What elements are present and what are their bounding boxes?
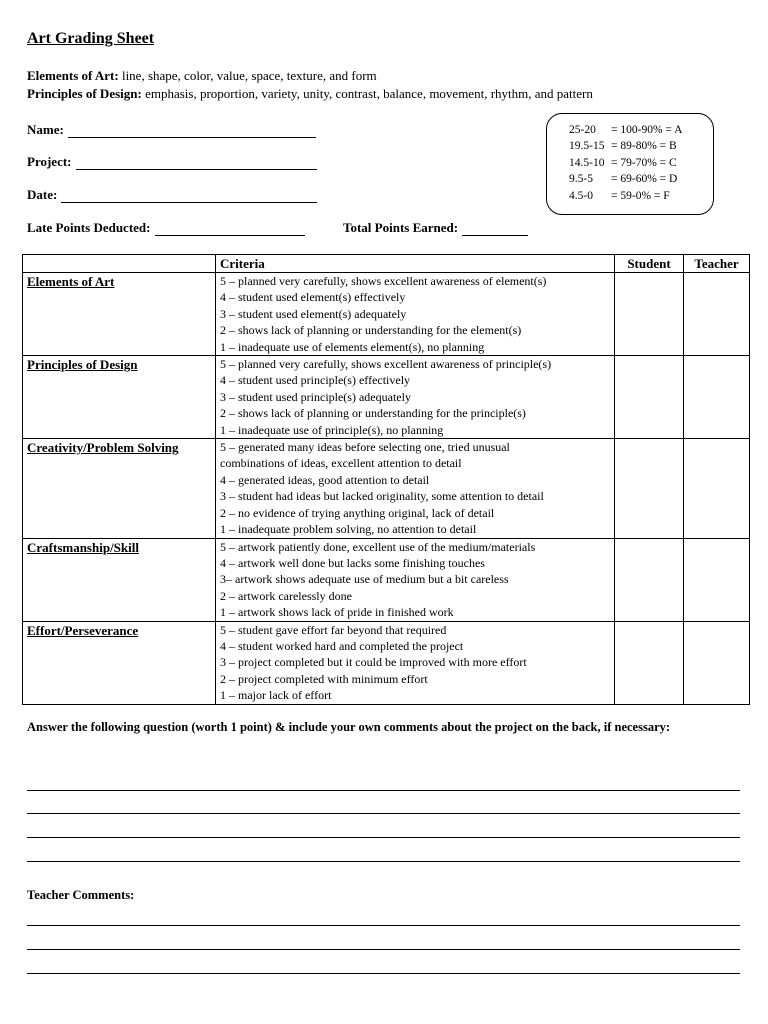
teacher-score-cell[interactable] xyxy=(684,439,750,538)
criteria-line: 2 – project completed with minimum effort xyxy=(220,671,428,686)
table-header-row xyxy=(23,255,750,273)
answer-line[interactable] xyxy=(27,790,740,791)
late-points-field xyxy=(27,220,305,236)
date-blank[interactable] xyxy=(61,189,317,203)
criteria-cell xyxy=(216,621,615,704)
table-row xyxy=(23,538,750,621)
answer-line[interactable] xyxy=(27,813,740,814)
page-title: Art Grading Sheet xyxy=(27,30,155,47)
scale-range: 25-20 xyxy=(569,124,596,136)
criteria-line: 5 – planned very carefully, shows excellent awareness of principle(s) xyxy=(220,357,552,372)
principles-of-design-line xyxy=(27,86,593,102)
criteria-line: 2 – no evidence of trying anything original, lack of detail xyxy=(220,505,495,520)
table-row xyxy=(23,621,750,704)
name-label: Name: xyxy=(27,122,64,137)
scale-row xyxy=(569,138,713,154)
comment-line[interactable] xyxy=(27,949,740,950)
answer-line[interactable] xyxy=(27,861,740,862)
criteria-line: 3 – student used principle(s) adequately xyxy=(220,389,411,404)
grading-scale-box xyxy=(546,113,714,215)
elements-of-art-line xyxy=(27,68,377,84)
principles-text: emphasis, proportion, variety, unity, contrast, balance, movement, rhythm, and pattern xyxy=(145,86,593,101)
criteria-line: 4 – student used element(s) effectively xyxy=(220,290,406,305)
date-label: Date: xyxy=(27,187,58,202)
criteria-line: 4 – student worked hard and completed the project xyxy=(220,638,464,653)
project-blank[interactable] xyxy=(76,156,317,170)
late-points-label: Late Points Deducted: xyxy=(27,220,151,235)
criteria-line: 3 – student had ideas but lacked originality, some attention to detail xyxy=(220,489,544,504)
total-points-blank[interactable] xyxy=(462,222,528,236)
criteria-line: 3 – project completed but it could be improved with more effort xyxy=(220,655,527,670)
comment-line[interactable] xyxy=(27,925,740,926)
elements-label: Elements of Art: xyxy=(27,68,119,83)
header-category xyxy=(23,255,216,273)
criteria-line: 1 – inadequate problem solving, no attention to detail xyxy=(220,522,477,537)
category-principles-of-design: Principles of Design xyxy=(23,356,216,439)
project-field xyxy=(27,154,317,170)
scale-range: 14.5-10 xyxy=(569,156,605,169)
teacher-comments-label: Teacher Comments: xyxy=(27,888,135,902)
teacher-score-cell[interactable] xyxy=(684,538,750,621)
scale-row xyxy=(569,122,713,138)
scale-grade: = 59-0% = F xyxy=(611,189,670,202)
criteria-line: 4 – artwork well done but lacks some finishing touches xyxy=(220,555,485,570)
rubric-table xyxy=(22,254,750,705)
teacher-score-cell[interactable] xyxy=(684,273,750,356)
question-prompt: Answer the following question (worth 1 point) & include your own comments about the project on the back, if necessary: xyxy=(27,720,671,734)
total-points-label: Total Points Earned: xyxy=(343,220,459,235)
scale-range: 4.5-0 xyxy=(569,189,593,202)
table-row xyxy=(23,356,750,439)
principles-label: Principles of Design: xyxy=(27,86,142,101)
name-blank[interactable] xyxy=(68,124,316,138)
scale-row xyxy=(569,188,713,204)
criteria-cell xyxy=(216,356,615,439)
student-score-cell[interactable] xyxy=(615,273,684,356)
table-row xyxy=(23,273,750,356)
student-score-cell[interactable] xyxy=(615,538,684,621)
category-elements-of-art: Elements of Art xyxy=(23,273,216,356)
scale-grade: = 89-80% = B xyxy=(611,140,677,153)
scale-row xyxy=(569,155,713,171)
criteria-line: 3 – student used element(s) adequately xyxy=(220,306,407,321)
criteria-line: 1 – artwork shows lack of pride in finished work xyxy=(220,605,454,620)
criteria-cell xyxy=(216,273,615,356)
criteria-line: combinations of ideas, excellent attention to detail xyxy=(220,456,462,471)
comment-line[interactable] xyxy=(27,973,740,974)
student-score-cell[interactable] xyxy=(615,356,684,439)
criteria-line: 4 – student used principle(s) effectively xyxy=(220,373,411,388)
teacher-score-cell[interactable] xyxy=(684,356,750,439)
criteria-line: 5 – student gave effort far beyond that required xyxy=(220,622,447,637)
student-score-cell[interactable] xyxy=(615,621,684,704)
name-field xyxy=(27,122,316,138)
scale-grade: = 69-60% = D xyxy=(611,173,678,186)
criteria-line: 3– artwork shows adequate use of medium but a bit careless xyxy=(220,572,509,587)
criteria-line: 5 – artwork patiently done, excellent use of the medium/materials xyxy=(220,539,536,554)
teacher-score-cell[interactable] xyxy=(684,621,750,704)
criteria-line: 1 – inadequate use of elements element(s), no planning xyxy=(220,339,485,354)
late-points-blank[interactable] xyxy=(155,222,305,236)
criteria-line: 2 – shows lack of planning or understanding for the element(s) xyxy=(220,323,522,338)
criteria-line: 5 – generated many ideas before selecting one, tried unusual xyxy=(220,440,510,455)
criteria-line: 4 – generated ideas, good attention to detail xyxy=(220,472,430,487)
criteria-cell xyxy=(216,538,615,621)
header-teacher: Teacher xyxy=(684,255,750,273)
criteria-line: 1 – major lack of effort xyxy=(220,688,332,703)
date-field xyxy=(27,187,317,203)
criteria-line: 1 – inadequate use of principle(s), no planning xyxy=(220,422,444,437)
table-row xyxy=(23,439,750,538)
scale-range: 9.5-5 xyxy=(569,173,593,186)
scale-grade: = 100-90% = A xyxy=(611,124,683,136)
criteria-line: 5 – planned very carefully, shows excellent awareness of element(s) xyxy=(220,274,547,288)
scale-grade: = 79-70% = C xyxy=(611,156,677,169)
total-points-field xyxy=(343,220,528,236)
category-creativity-problem-solving: Creativity/Problem Solving xyxy=(23,439,216,538)
answer-line[interactable] xyxy=(27,837,740,838)
category-craftsmanship-skill: Craftsmanship/Skill xyxy=(23,538,216,621)
header-criteria: Criteria xyxy=(216,255,615,273)
criteria-cell xyxy=(216,439,615,538)
scale-range: 19.5-15 xyxy=(569,140,605,153)
project-label: Project: xyxy=(27,154,72,169)
student-score-cell[interactable] xyxy=(615,439,684,538)
scale-row xyxy=(569,171,713,187)
criteria-line: 2 – shows lack of planning or understanding for the principle(s) xyxy=(220,406,526,421)
category-effort-perseverance: Effort/Perseverance xyxy=(23,621,216,704)
elements-text: line, shape, color, value, space, texture, and form xyxy=(121,68,377,83)
header-student: Student xyxy=(615,255,684,273)
criteria-line: 2 – artwork carelessly done xyxy=(220,588,352,603)
